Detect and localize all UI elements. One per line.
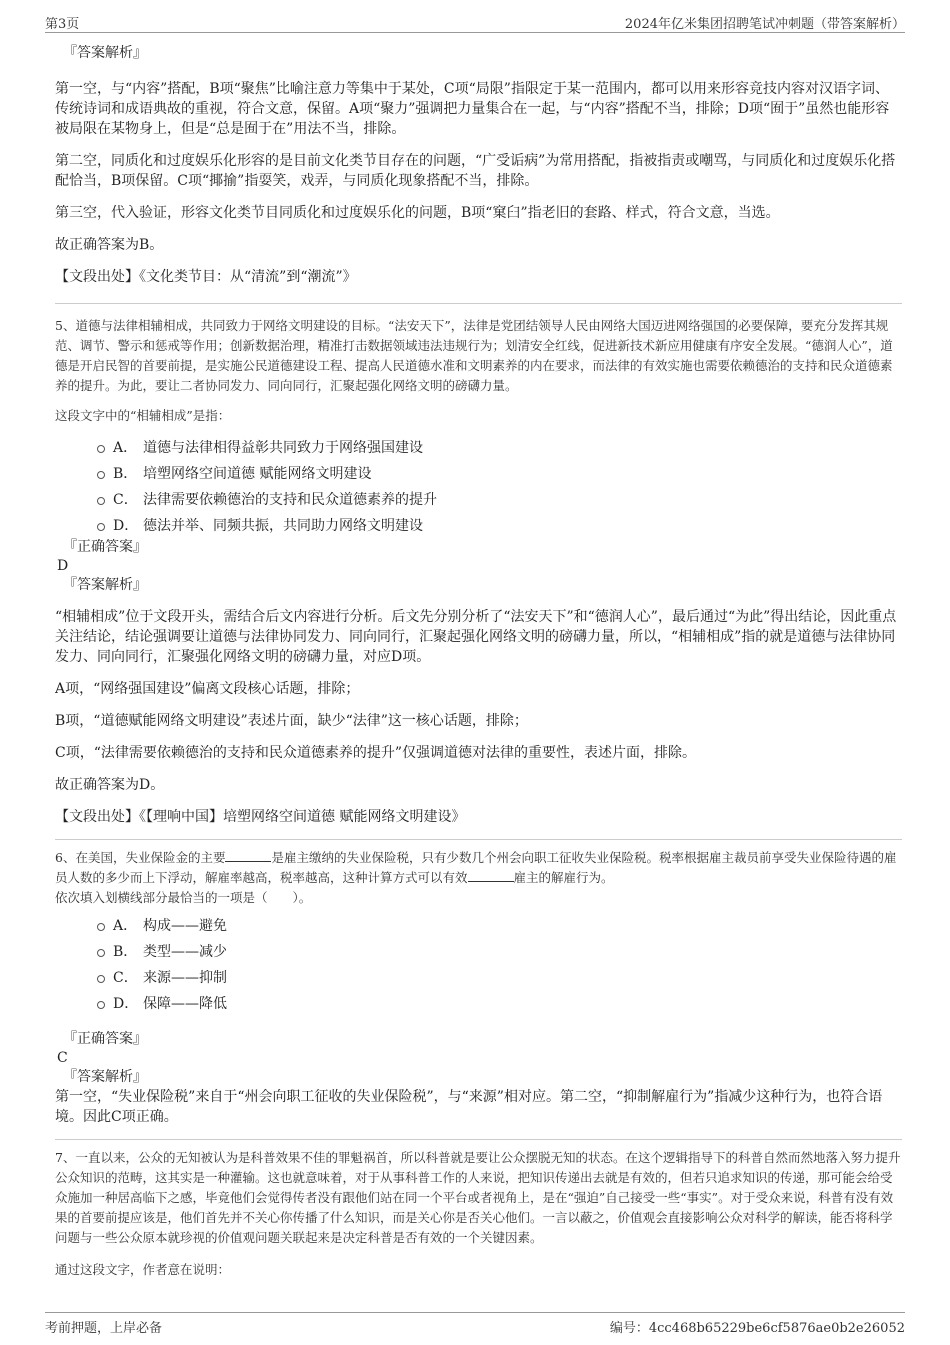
answer-value: D (57, 558, 69, 574)
analysis-paragraph: “相辅相成”位于文段开头，需结合后文内容进行分析。后文先分别分析了“法安天下”和“德润人心”，最后通过“为此”得出结论，因此重点关注结论，结论强调要让道德与法律协同发力、同向同行，汇聚起强化网络文明的磅礴力量，所以，“相辅相成”指的就是道德与法律协同发力、同向同行，汇聚强化网络文明的磅礴力量，对应D项。 (55, 609, 897, 665)
question-stem: 5、道德与法律相辅相成，共同致力于网络文明建设的目标。“法安天下”，法律是党团结领导人民由网络大国迈进网络强国的必要保障，要充分发挥其规范、调节、警示和惩戒等作用；创新数据治理，精准打击数据领域违法违规行为；划清安全红线，促进新技术新应用健康有序安全发展。“德润人心”，道德是开启民智的首要前提，是实施公民道德建设工程、提高人民道德水准和文明素养的内在要求，而法律的有效实施也需要依赖德治的支持和民众道德素养的提升。为此，要让二者协同发力、同向同行，汇聚起强化网络文明的磅礴力量。 (55, 318, 893, 393)
option-a[interactable]: A． 构成——避免 (55, 912, 902, 938)
option-d[interactable]: D． 保障——降低 (55, 990, 902, 1016)
question-prompt: 这段文字中的“相辅相成”是指： (55, 408, 231, 423)
fill-blank (468, 869, 514, 882)
document-body (55, 44, 902, 1280)
document-title: 2024年亿米集团招聘笔试冲刺题（带答案解析） (624, 17, 905, 32)
radio-icon[interactable] (97, 1001, 105, 1009)
analysis-paragraph: 第二空，同质化和过度娱乐化形容的是目前文化类节目存在的问题，“广受诟病”为常用搭配，指被指责或嘲骂，与同质化和过度娱乐化搭配恰当，B项保留。C项“揶揄”指耍笑，戏弄，与同质化现象搭配不当，排除。 (55, 153, 896, 189)
answer-value: C (57, 1050, 68, 1066)
analysis-paragraph: 第一空，“失业保险税”来自于“州会向职工征收的失业保险税”，与“来源”相对应。第二空，“抑制解雇行为”指减少这种行为，也符合语境。因此C项正确。 (55, 1089, 883, 1125)
radio-icon[interactable] (97, 445, 105, 453)
page-footer (45, 1312, 905, 1337)
analysis-heading: 『答案解析』 (63, 1069, 147, 1085)
page-number: 第3页 (45, 17, 80, 32)
question-stem: 6、在美国，失业保险金的主要 是雇主缴纳的失业保险税，只有少数几个州会向职工征收失业保险税。税率根据雇主裁员前享受失业保险待遇的雇员人数的多少而上下浮动，解雇率越高，税率越高，这种计算方式可以有效 雇主的解雇行为。 (55, 850, 897, 885)
options-list (55, 434, 902, 538)
question-prompt: 依次填入划横线部分最恰当的一项是（ ）。 (55, 890, 312, 905)
radio-icon[interactable] (97, 471, 105, 479)
analysis-paragraph: 第一空，与“内容”搭配，B项“聚焦”比喻注意力等集中于某处，C项“局限”指限定于某一范围内，都可以用来形容竞技内容对汉语字词、传统诗词和成语典故的重视，符合文意，保留。A项“聚力”强调把力量集合在一起，与“内容”搭配不当，排除；D项“囿于”虽然也能形容被局限在某物身上，但是“总是囿于在”用法不当，排除。 (55, 81, 890, 137)
analysis-paragraph: B项，“道德赋能网络文明建设”表述片面，缺少“法律”这一核心话题，排除； (55, 713, 528, 729)
option-a[interactable]: A． 道德与法律相得益彰共同致力于网络强国建设 (55, 434, 902, 460)
option-c[interactable]: C． 法律需要依赖德治的支持和民众道德素养的提升 (55, 486, 902, 512)
radio-icon[interactable] (97, 949, 105, 957)
answer-heading: 『正确答案』 (63, 539, 147, 555)
analysis-paragraph: 第三空，代入验证，形容文化类节目同质化和过度娱乐化的问题，B项“窠臼”指老旧的套路、样式，符合文意，当选。 (55, 205, 780, 221)
options-list (55, 912, 902, 1016)
analysis-paragraph: A项，“网络强国建设”偏离文段核心话题，排除； (55, 681, 360, 697)
footer-slogan: 考前押题，上岸必备 (45, 1321, 163, 1336)
radio-icon[interactable] (97, 923, 105, 931)
question-stem: 7、一直以来，公众的无知被认为是科普效果不佳的罪魁祸首，所以科普就是要让公众摆脱无知的状态。在这个逻辑指导下的科普自然而然地落入努力提升公众知识的范畴，这其实是一种灌输。这也就意味着，对于从事科普工作的人来说，把知识传递出去就是有效的，但若只追求知识的传递，那可能会给受众施加一种居高临下之感，毕竟他们会觉得传者没有跟他们站在同一个平台或者视角上，是在“强迫”自己接受一些“事实”。对于受众来说，科普有没有效果的首要前提应该是，他们首先并不关心你传播了什么知识，而是关心你是否关心他们。一言以蔽之，价值观会直接影响公众对科学的解读，能否将科学问题与一些公众原本就珍视的价值观问题关联起来是决定科普是否有效的一个关键因素。 (55, 1150, 901, 1245)
option-d[interactable]: D． 德法并举、同频共振，共同助力网络文明建设 (55, 512, 902, 538)
option-b[interactable]: B． 类型——减少 (55, 938, 902, 964)
analysis-heading: 『答案解析』 (63, 45, 147, 61)
page-header (45, 10, 905, 33)
source-citation: 【文段出处】《【理响中国】培塑网络空间道德 赋能网络文明建设》 (55, 809, 466, 825)
source-citation: 【文段出处】《文化类节目：从“清流”到“潮流”》 (55, 269, 357, 285)
analysis-heading: 『答案解析』 (63, 577, 147, 593)
answer-heading: 『正确答案』 (63, 1031, 147, 1047)
option-c[interactable]: C． 来源——抑制 (55, 964, 902, 990)
analysis-conclusion: 故正确答案为D。 (55, 777, 165, 793)
radio-icon[interactable] (97, 975, 105, 983)
analysis-conclusion: 故正确答案为B。 (55, 237, 164, 253)
option-b[interactable]: B． 培塑网络空间道德 赋能网络文明建设 (55, 460, 902, 486)
radio-icon[interactable] (97, 497, 105, 505)
question-prompt: 通过这段文字，作者意在说明： (55, 1262, 231, 1277)
fill-blank (225, 849, 271, 862)
analysis-paragraph: C项，“法律需要依赖德治的支持和民众道德素养的提升”仅强调道德对法律的重要性，表述片面，排除。 (55, 745, 697, 761)
document-id: 编号：4cc468b65229be6cf5876ae0b2e26052 (609, 1321, 905, 1336)
radio-icon[interactable] (97, 523, 105, 531)
